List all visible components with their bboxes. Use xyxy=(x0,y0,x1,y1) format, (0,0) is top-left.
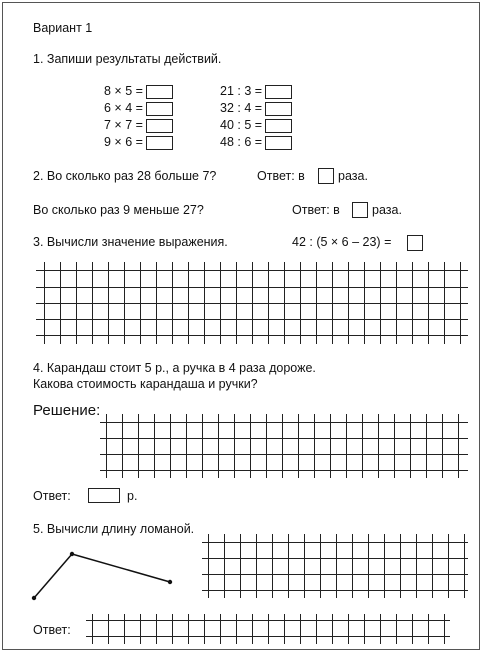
task1-right-expression: 21 : 3 = xyxy=(220,84,263,98)
grid-lines xyxy=(86,614,450,644)
variant-title: Вариант 1 xyxy=(33,21,93,35)
vertex-point xyxy=(70,552,74,556)
task2-answer-1-prefix: Ответ: в xyxy=(257,169,305,183)
task4-answer-suffix: р. xyxy=(127,489,138,503)
polyline-figure xyxy=(28,544,178,604)
task1-right-expression: 40 : 5 = xyxy=(220,118,263,132)
grid-lines xyxy=(100,414,468,478)
task2-question-2: Во сколько раз 9 меньше 27? xyxy=(33,203,204,217)
task2-answer-2-prefix: Ответ: в xyxy=(292,203,340,217)
answer-box[interactable] xyxy=(265,102,292,116)
task2-answer-1-box[interactable] xyxy=(318,168,334,184)
task4-answer-box[interactable] xyxy=(88,488,120,503)
task1-right-row-4 xyxy=(220,135,292,150)
answer-box[interactable] xyxy=(146,136,173,150)
grid-lines xyxy=(202,534,468,598)
task3-answer-box[interactable] xyxy=(407,235,423,251)
answer-box[interactable] xyxy=(265,136,292,150)
task1-left-row-4 xyxy=(104,135,173,150)
task2-answer-2-suffix: раза. xyxy=(372,203,402,217)
task2-answer-2-box[interactable] xyxy=(352,202,368,218)
answer-box[interactable] xyxy=(265,85,292,99)
task1-left-row-1 xyxy=(104,84,173,99)
task1-title: 1. Запиши результаты действий. xyxy=(33,52,222,66)
task4-line-1: 4. Карандаш стоит 5 р., а ручка в 4 раза дороже. xyxy=(33,361,316,375)
grid-lines xyxy=(36,262,468,344)
task1-left-row-3 xyxy=(104,118,173,133)
task3-grid[interactable] xyxy=(36,262,468,344)
answer-box[interactable] xyxy=(265,119,292,133)
task1-left-expression: 7 × 7 = xyxy=(104,118,143,132)
task4-answer-prefix: Ответ: xyxy=(33,489,71,503)
task1-left-expression: 9 × 6 = xyxy=(104,135,143,149)
task3-title: 3. Вычисли значение выражения. xyxy=(33,235,228,249)
task3-expression: 42 : (5 × 6 – 23) = xyxy=(292,235,392,249)
task1-right-row-3 xyxy=(220,118,292,133)
vertex-point xyxy=(32,596,36,600)
task1-left-expression: 8 × 5 = xyxy=(104,84,143,98)
task2-answer-1-suffix: раза. xyxy=(338,169,368,183)
task1-left-expression: 6 × 4 = xyxy=(104,101,143,115)
task5-title: 5. Вычисли длину ломаной. xyxy=(33,522,195,536)
answer-box[interactable] xyxy=(146,102,173,116)
task4-line-2: Какова стоимость карандаша и ручки? xyxy=(33,377,258,391)
answer-box[interactable] xyxy=(146,85,173,99)
broken-line xyxy=(28,544,178,604)
task1-left-row-2 xyxy=(104,101,173,116)
vertex-point xyxy=(168,580,172,584)
task2-question-1: 2. Во сколько раз 28 больше 7? xyxy=(33,169,217,183)
task5-answer-prefix: Ответ: xyxy=(33,623,71,637)
answer-box[interactable] xyxy=(146,119,173,133)
task4-grid[interactable] xyxy=(100,414,468,478)
task5-grid[interactable] xyxy=(202,534,468,598)
task1-right-row-2 xyxy=(220,101,292,116)
task1-right-expression: 48 : 6 = xyxy=(220,135,263,149)
task1-right-row-1 xyxy=(220,84,292,99)
task1-right-expression: 32 : 4 = xyxy=(220,101,263,115)
solution-label: Решение: xyxy=(33,402,101,419)
task5-answer-grid[interactable] xyxy=(86,614,450,644)
